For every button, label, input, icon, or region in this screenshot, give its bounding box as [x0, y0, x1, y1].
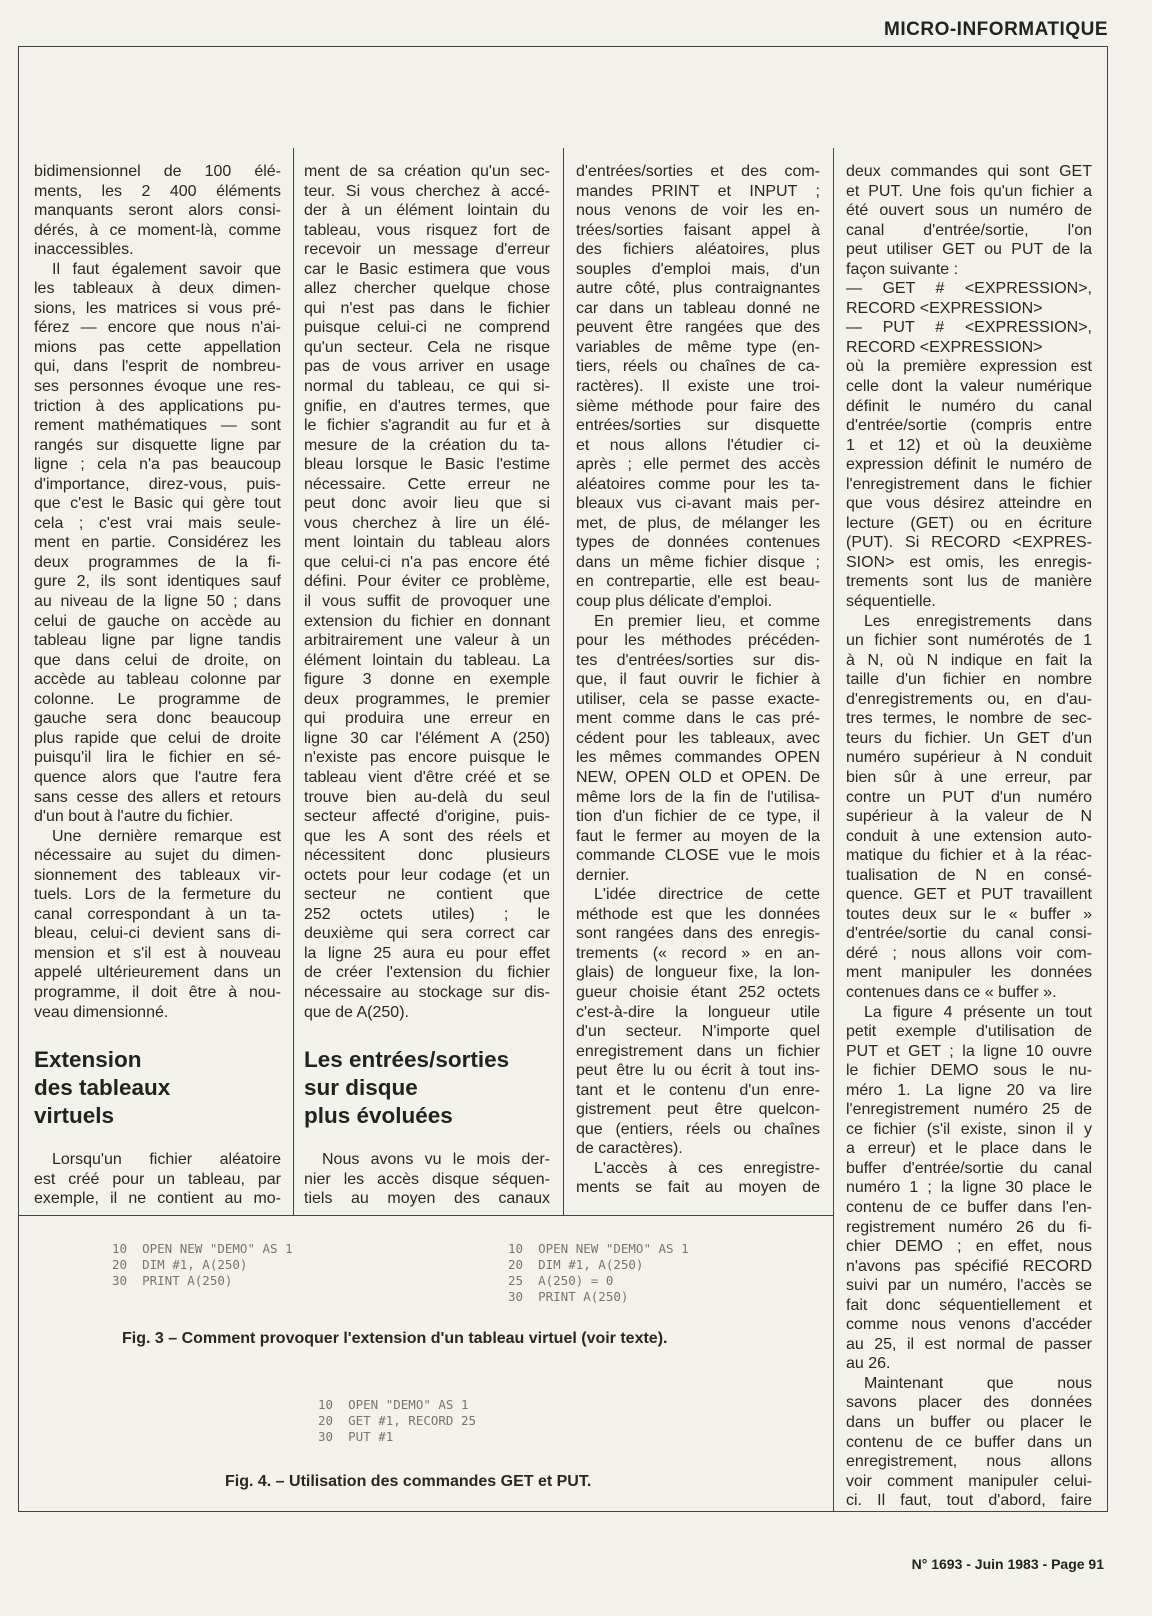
paragraph: [846, 1374, 1092, 1511]
text-line: élément lointain du tableau. La: [304, 651, 550, 669]
heading-line: plus évoluées: [304, 1103, 453, 1129]
text-line: L'accès à ces enregistre-: [594, 1159, 820, 1177]
code-line: 25 A(250) = 0: [508, 1273, 614, 1288]
text-line: au 26.: [846, 1355, 891, 1373]
text-line: d'entrées/sorties et des com-: [576, 163, 820, 180]
text-line: La figure 4 présente un tout: [864, 1003, 1092, 1021]
text-line: faut le fermer au moyen de la: [576, 827, 820, 845]
text-line: d'un secteur. N'importe quel: [576, 1023, 820, 1041]
text-line: bidimensionnel de 100 élé-: [34, 163, 281, 180]
text-line: contenu de ce buffer dans un: [846, 1433, 1092, 1451]
text-line: un fichier sont numérotés de 1: [846, 632, 1092, 650]
text-line: deux programmes de la fi-: [34, 553, 281, 571]
text-line: plus rapide que celui de droite: [34, 729, 281, 747]
text-line: des fichiers aléatoires, plus: [576, 241, 820, 259]
text-line: canal d'entrée/sortie, l'on: [846, 221, 1092, 239]
text-line: tiers, réels ou chaînes de ca-: [576, 358, 820, 376]
text-line: Nous avons vu le mois der-: [322, 1151, 550, 1169]
text-line: ractères). Il existe une troi-: [576, 378, 820, 396]
text-line: que celui-ci n'a pas encore été: [304, 553, 550, 571]
text-line: qui, dans l'esprit de nombreu-: [34, 358, 281, 376]
code-line: 10 OPEN NEW "DEMO" AS 1: [508, 1241, 689, 1256]
page-footer: N° 1693 - Juin 1983 - Page 91: [911, 1556, 1104, 1572]
text-line: d'enregistrements ou, en d'au-: [846, 690, 1092, 708]
text-line: trements (« record » en an-: [576, 944, 820, 962]
text-line: Les enregistrements dans: [864, 612, 1092, 630]
text-line: méro 1. La ligne 20 va lire: [846, 1081, 1092, 1099]
text-line: aléatoires comme pour les ta-: [576, 475, 820, 493]
text-line: ment lointain du tableau alors: [304, 534, 550, 552]
text-line: férez — encore que nous n'ai-: [34, 319, 281, 337]
paragraph: [304, 1150, 550, 1209]
text-line: rangés sur disquette ligne par: [34, 436, 281, 454]
text-column-2: [304, 162, 550, 1209]
text-line: qui n'est pas dans le fichier: [304, 299, 550, 317]
text-line: glais) de longueur fixe, la lon-: [576, 964, 820, 982]
text-line: lecture (GET) ou en écriture: [846, 514, 1092, 532]
column-divider: [833, 148, 834, 1512]
text-line: souples d'emploi mais, d'un: [576, 260, 820, 278]
text-line: après ; elle permet des accès: [576, 456, 820, 474]
paragraph: [576, 885, 820, 1159]
text-line: cédent pour les tableaux, avec: [576, 729, 820, 747]
text-line: le fichier s'agrandit au fur et à: [304, 417, 550, 435]
text-line: triction à des applications pu-: [34, 397, 281, 415]
text-line: vous cherchez à lire un élé-: [304, 514, 550, 532]
text-line: définit le numéro du canal: [846, 397, 1092, 415]
fig3-left-listing: [112, 1241, 293, 1289]
code-line: 10 OPEN "DEMO" AS 1: [318, 1397, 469, 1412]
text-line: 1 et 12) et où la deuxième: [846, 436, 1092, 454]
text-line: qui produira une erreur en: [304, 710, 550, 728]
text-line: d'un bout à l'autre du fichier.: [34, 808, 234, 826]
text-line: est créé pour un tableau, par: [34, 1170, 281, 1188]
text-line: peut utiliser GET ou PUT de la: [846, 241, 1092, 259]
text-line: petit exemple d'utilisation de: [846, 1023, 1092, 1041]
text-line: 252 octets utiles) ; le: [304, 905, 550, 923]
text-line: contre un PUT d'un numéro: [846, 788, 1092, 806]
paragraph: [576, 612, 820, 886]
text-line: PUT et GET ; la ligne 10 ouvre: [846, 1042, 1092, 1060]
text-line: — GET # <EXPRESSION>,: [846, 280, 1092, 298]
paragraph: [846, 357, 1092, 611]
text-line: tiels au moyen des canaux: [304, 1190, 550, 1208]
text-line: gueur choisie étant 252 octets: [576, 983, 820, 1001]
paragraph: [34, 260, 281, 827]
paragraph: [34, 162, 281, 260]
text-line: chier DEMO ; en effet, nous: [846, 1238, 1092, 1256]
text-line: que c'est le Basic qui gère tout: [34, 495, 281, 513]
text-line: quence alors que l'autre fera: [34, 768, 281, 786]
text-line: ses personnes évoque une res-: [34, 378, 281, 396]
text-line: nier les accès disque séquen-: [304, 1170, 550, 1188]
text-line: dans un même fichier disque ;: [576, 553, 820, 571]
text-line: de créer l'extension du fichier: [304, 964, 550, 982]
text-line: numéro supérieur à N conduit: [846, 749, 1092, 767]
text-line: exemple, il ne contient au mo-: [34, 1190, 281, 1208]
text-line: à N, où N indique en fait la: [846, 651, 1092, 669]
text-line: variables de même type (en-: [576, 338, 820, 356]
text-line: L'idée directrice de cette: [594, 886, 820, 904]
text-line: conduit à une extension auto-: [846, 827, 1092, 845]
text-line: l'enregistrement dans le fichier: [846, 475, 1092, 493]
text-line: mions pas cette appellation: [34, 338, 281, 356]
text-line: il vous suffit de provoquer une: [304, 593, 550, 611]
text-line: d'importance, direz-vous, puis-: [34, 475, 281, 493]
text-line: trouve bien au-delà du seul: [304, 788, 550, 806]
code-line: 30 PUT #1: [318, 1429, 394, 1444]
text-line: a erreur) et le place dans le: [846, 1140, 1092, 1158]
text-line: nécessaire au sujet du dimen-: [34, 847, 281, 865]
text-line: deux commandes qui sont GET: [846, 163, 1092, 180]
text-line: (PUT). Si RECORD <EXPRES-: [846, 534, 1092, 552]
text-line: enregistrement dans un fichier: [576, 1042, 820, 1060]
fig4-listing: [318, 1397, 476, 1445]
text-line: que vous désirez atteindre en: [846, 495, 1092, 513]
text-line: manquants seront alors consi-: [34, 202, 281, 220]
text-line: accède au tableau colonne par: [34, 671, 281, 689]
text-line: dérés, à ce moment-là, comme: [34, 221, 281, 239]
text-line: tuels. Lors de la fermeture du: [34, 886, 281, 904]
text-line: met, de plus, de mélanger les: [576, 514, 820, 532]
text-line: où la première expression est: [846, 358, 1092, 376]
text-column-1: [34, 162, 281, 1209]
text-line: secteur affecté d'origine, puis-: [304, 808, 550, 826]
text-line: que les A sont des réels et: [304, 827, 550, 845]
paragraph: [846, 612, 1092, 1003]
text-line: peuvent être rangées que des: [576, 319, 820, 337]
figure-separator: [18, 1215, 833, 1216]
text-line: bleau, celui-ci devient sans di-: [34, 925, 281, 943]
text-line: — PUT # <EXPRESSION>,: [846, 319, 1092, 337]
fig3-right-listing: [508, 1241, 689, 1305]
text-line: n'avons pas spécifié RECORD: [846, 1257, 1092, 1275]
text-line: peut être lu ou écrit à tout ins-: [576, 1062, 820, 1080]
text-line: car le Basic estimera que vous: [304, 260, 550, 278]
text-line: pour les méthodes précéden-: [576, 632, 820, 650]
text-line: gauche sera donc beaucoup: [34, 710, 281, 728]
text-line: comme nous venons d'accéder: [846, 1316, 1092, 1334]
text-line: tualisation de N en consé-: [846, 866, 1092, 884]
text-line: tion d'un fichier de ce type, il: [576, 808, 820, 826]
text-line: même lors de la fin de l'utilisa-: [576, 788, 820, 806]
text-line: séquentielle.: [846, 593, 936, 611]
text-line: octets pour leur codage (et un: [304, 866, 550, 884]
fig3-caption: Fig. 3 – Comment provoquer l'extension d'un tableau virtuel (voir texte).: [122, 1330, 668, 1347]
text-line: tant et le contenu d'un enre-: [576, 1081, 820, 1099]
text-line: puisqu'il lira le fichier en sé-: [34, 749, 281, 767]
paragraph: [846, 1003, 1092, 1374]
text-line: dans un buffer ou placer le: [846, 1414, 1092, 1431]
text-line: NEW, OPEN OLD et OPEN. De: [576, 768, 820, 786]
paragraph: [846, 162, 1092, 279]
heading-line: Les entrées/sorties: [304, 1047, 510, 1073]
text-column-4: [846, 162, 1092, 1511]
text-line: extension du fichier en donnant: [304, 612, 550, 630]
heading-line: sur disque: [304, 1075, 418, 1101]
text-line: En premier lieu, et comme: [594, 612, 820, 630]
code-line: 20 DIM #1, A(250): [508, 1257, 644, 1272]
text-line: appelé ultérieurement dans un: [34, 964, 281, 982]
text-line: veau dimensionné.: [34, 1003, 169, 1021]
section-heading: [34, 1046, 281, 1130]
text-line: inaccessibles.: [34, 241, 134, 259]
text-line: ce fichier (s'il existe, sinon il y: [846, 1120, 1092, 1138]
text-line: trées/sorties faisant appel à: [576, 221, 820, 239]
text-line: registrement numéro 26 du fi-: [846, 1218, 1092, 1236]
text-line: celui de gauche on accède au: [34, 612, 281, 630]
text-line: voir comment manipuler celui-: [846, 1472, 1092, 1490]
column-divider: [563, 148, 564, 1215]
text-line: été ouvert sous un numéro de: [846, 202, 1092, 220]
text-line: ment en partie. Considérez les: [34, 534, 281, 552]
text-line: d'entrée/sortie du canal consi-: [846, 925, 1092, 943]
text-line: dernier.: [576, 866, 630, 884]
text-line: qu'un secteur. Cela ne risque: [304, 338, 550, 356]
text-line: nous venons de voir les en-: [576, 202, 820, 220]
code-line: 20 GET #1, RECORD 25: [318, 1413, 477, 1428]
text-line: pas de vous arriver en usage: [304, 358, 550, 376]
text-line: mesure de la création du ta-: [304, 436, 550, 454]
paragraph: [34, 1150, 281, 1209]
text-line: sans cesse des allers et retours: [34, 788, 281, 806]
text-line: et PUT. Une fois qu'un fichier a: [846, 182, 1092, 200]
text-line: ments, les 2 400 éléments: [34, 182, 281, 200]
text-line: au niveau de la ligne 50 ; dans: [34, 593, 281, 611]
text-line: RECORD <EXPRESSION>: [846, 338, 1043, 356]
text-line: deuxième qui sera correct car: [304, 925, 550, 943]
text-line: numéro 1 ; la ligne 30 place le: [846, 1179, 1092, 1197]
text-line: commande CLOSE vue le mois: [576, 847, 820, 865]
section-rubric: MICRO-INFORMATIQUE: [884, 19, 1108, 40]
text-line: tes d'entrées/sorties sur dis-: [576, 651, 820, 669]
code-line: 20 DIM #1, A(250): [112, 1257, 248, 1272]
text-line: façon suivante :: [846, 260, 959, 278]
paragraph: [304, 162, 550, 1022]
text-line: tres termes, le nombre de sec-: [846, 710, 1092, 728]
text-line: der à un élément lointain du: [304, 202, 550, 220]
text-line: recevoir un message d'erreur: [304, 241, 550, 259]
text-line: sont rangées dans des enregis-: [576, 925, 820, 943]
text-line: nécessaire. Cette erreur ne: [304, 475, 550, 493]
text-line: Il faut également savoir que: [52, 260, 281, 278]
text-line: programme, il doit être à nou-: [34, 983, 281, 1001]
text-line: mension et s'il est à nouveau: [34, 944, 281, 962]
text-line: arbitrairement une valeur à un: [304, 632, 550, 650]
text-line: enregistrement, nous allons: [846, 1453, 1092, 1471]
paragraph: [34, 827, 281, 1022]
text-line: les tableaux à deux dimen-: [34, 280, 281, 298]
text-line: matique du fichier et à la réac-: [846, 847, 1092, 865]
text-line: que de A(250).: [304, 1003, 409, 1021]
text-line: car dans un tableau donné ne: [576, 299, 820, 317]
text-line: puisque celui-ci ne comprend: [304, 319, 550, 337]
fig4-caption: Fig. 4. – Utilisation des commandes GET et PUT.: [225, 1473, 592, 1490]
text-line: sions, les matrices si vous pré-: [34, 299, 281, 317]
text-line: de caractères).: [576, 1140, 683, 1158]
text-line: SION> est omis, les enregis-: [846, 553, 1092, 571]
paragraph: [576, 1159, 820, 1198]
text-line: ment comme dans le cas pré-: [576, 710, 820, 728]
text-line: supérieur à la valeur de N: [846, 808, 1092, 826]
text-line: méthode est que les données: [576, 905, 820, 923]
text-line: bleau lorsque le Basic l'estime: [304, 456, 550, 474]
paragraph: [846, 279, 1092, 318]
text-line: peut donc avoir lieu que si: [304, 495, 550, 513]
text-line: celle dont la valeur numérique: [846, 378, 1092, 396]
text-line: en contrepartie, elle est beau-: [576, 573, 820, 591]
text-line: d'entrée/sortie (compris entre: [846, 417, 1092, 435]
text-line: colonne. Le programme de: [34, 690, 281, 708]
text-line: ments se fait au moyen de: [576, 1179, 820, 1197]
text-line: rement mathématiques — sont: [34, 417, 281, 435]
text-line: allez chercher quelque chose: [304, 280, 550, 298]
text-line: bien sûr à une erreur, par: [846, 768, 1092, 786]
text-line: les mêmes commandes OPEN: [576, 749, 820, 767]
text-line: canal correspondant à un ta-: [34, 905, 281, 923]
text-line: le fichier DEMO sous le nu-: [846, 1062, 1092, 1080]
text-line: cela ; c'est vrai mais seule-: [34, 514, 281, 532]
text-line: que dans celui de droite, on: [34, 651, 281, 669]
text-line: taille d'un fichier en nombre: [846, 671, 1092, 689]
text-line: autre côté, plus contraignantes: [576, 280, 820, 298]
text-line: ci. Il faut, tout d'abord, faire: [846, 1492, 1092, 1510]
text-line: utiliser, cela se passe exacte-: [576, 690, 820, 708]
text-line: déré ; nous allons voir com-: [846, 944, 1092, 962]
text-line: nécessitent donc plusieurs: [304, 847, 550, 865]
column-divider: [293, 148, 294, 1215]
text-line: c'est-à-dire la longueur utile: [576, 1003, 820, 1021]
text-line: sième méthode pour faire des: [576, 397, 820, 415]
section-heading: [304, 1046, 550, 1130]
text-line: coup plus délicate d'emploi.: [576, 593, 773, 611]
text-line: Lorsqu'un fichier aléatoire: [52, 1151, 281, 1169]
text-line: que, il faut ouvrir le fichier à: [576, 671, 820, 689]
text-line: ment manipuler les données: [846, 964, 1092, 982]
code-line: 30 PRINT A(250): [508, 1289, 629, 1304]
text-line: quence. GET et PUT travaillent: [846, 886, 1092, 904]
text-line: Maintenant que nous: [864, 1374, 1092, 1392]
text-line: l'enregistrement numéro 25 de: [846, 1101, 1092, 1119]
text-line: gnifie, en d'autres termes, que: [304, 397, 550, 415]
code-line: 30 PRINT A(250): [112, 1273, 233, 1288]
text-line: bleaux vus ci-avant mais per-: [576, 495, 820, 513]
text-line: la ligne 25 aura eu pour effet: [304, 944, 550, 962]
text-column-3: [576, 162, 820, 1198]
text-line: et nous allons l'étudier ci-: [576, 436, 820, 454]
heading-line: virtuels: [34, 1103, 115, 1129]
text-line: expression définit le numéro de: [846, 456, 1092, 474]
text-line: trements sont lus de manière: [846, 573, 1092, 591]
text-line: défini. Pour éviter ce problème,: [304, 573, 550, 591]
text-line: toutes deux sur le « buffer »: [846, 905, 1092, 923]
text-line: ment de sa création qu'un sec-: [304, 163, 550, 180]
text-line: normal du tableau, ce qui si-: [304, 378, 550, 396]
text-line: secteur ne contient que: [304, 886, 550, 904]
text-line: fait donc séquentiellement et: [846, 1296, 1092, 1314]
text-line: que (entiers, réels ou chaînes: [576, 1120, 820, 1138]
heading-line: Extension: [34, 1047, 142, 1073]
text-line: n'existe pas encore puisque le: [304, 749, 550, 767]
text-line: savons placer des données: [846, 1394, 1092, 1412]
text-line: RECORD <EXPRESSION>: [846, 299, 1043, 317]
text-line: tableau, vous risquez fort de: [304, 221, 550, 239]
text-line: contenues dans ce « buffer ».: [846, 983, 1057, 1001]
text-line: teurs du fichier. Un GET d'un: [846, 729, 1092, 747]
text-line: gistrement peut être quelcon-: [576, 1101, 820, 1119]
text-line: buffer d'entrée/sortie du canal: [846, 1159, 1092, 1177]
text-line: Une dernière remarque est: [52, 827, 281, 845]
text-line: nécessaire au stockage sur dis-: [304, 983, 550, 1001]
text-line: tableau vient d'être créé et se: [304, 768, 550, 786]
text-line: entrées/sorties sur disquette: [576, 417, 820, 435]
heading-line: des tableaux: [34, 1075, 171, 1101]
text-line: ligne 30 car l'élément A (250): [304, 729, 550, 747]
text-line: contenu de ce buffer dans l'en-: [846, 1198, 1092, 1216]
text-line: suivi par un numéro, l'accès se: [846, 1277, 1092, 1295]
text-line: mandes PRINT et INPUT ;: [576, 182, 820, 200]
text-line: tableau ligne par ligne tandis: [34, 632, 281, 650]
text-line: ligne ; cela n'a pas beaucoup: [34, 456, 281, 474]
code-line: 10 OPEN NEW "DEMO" AS 1: [112, 1241, 293, 1256]
text-line: au 25, il est normal de passer: [846, 1335, 1092, 1353]
paragraph: [846, 318, 1092, 357]
text-line: types de données contenues: [576, 534, 820, 552]
paragraph: [576, 162, 820, 612]
text-line: sionnement des tableaux vir-: [34, 866, 281, 884]
text-line: teur. Si vous cherchez à accé-: [304, 182, 550, 200]
text-line: gure 2, ils sont identiques sauf: [34, 573, 281, 591]
text-line: figure 3 donne en exemple: [304, 671, 550, 689]
text-line: deux programmes, le premier: [304, 690, 550, 708]
